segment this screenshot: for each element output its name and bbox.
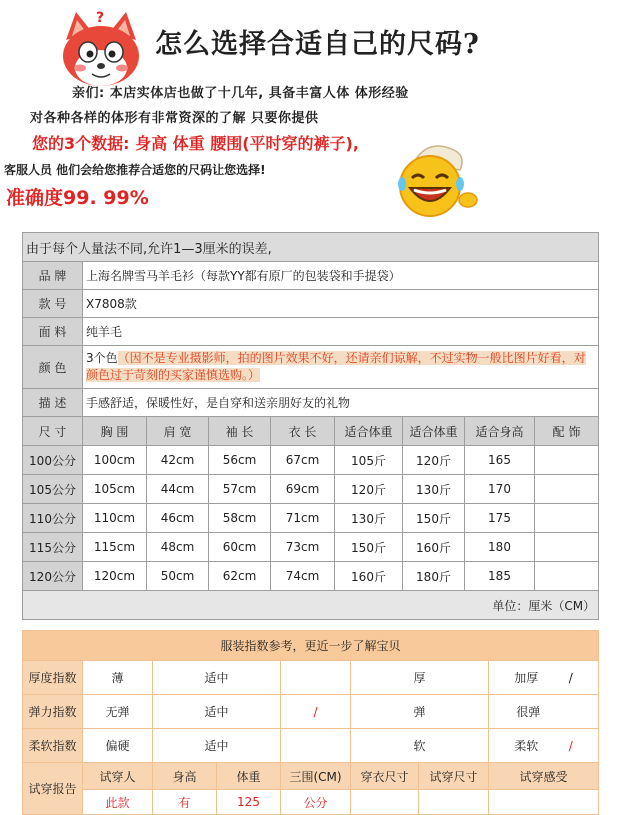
trial-value-row — [23, 790, 599, 815]
weight-min-cell: 150斤 — [335, 533, 403, 562]
trial-measurements-value: 公分 — [281, 790, 351, 815]
product-info-table — [22, 232, 599, 620]
thickness-label: 厚度指数 — [23, 661, 83, 695]
banner-line-provide: 对各种各样的体形有非常资深的了解 只要你提供 — [30, 111, 319, 126]
height-cell: 170 — [465, 475, 535, 504]
sleeve-cell: 62cm — [209, 562, 271, 591]
elasticity-medium-mark: / — [281, 695, 351, 729]
table-row — [23, 562, 599, 591]
header-height: 适合身高 — [465, 417, 535, 446]
model-value: X7808款 — [83, 290, 599, 318]
measurement-tolerance-note: 由于每个人量法不同,允许1—3厘米的误差, — [23, 233, 599, 262]
elasticity-elastic: 弹 — [351, 695, 489, 729]
elasticity-none: 无弹 — [83, 695, 153, 729]
weight-min-cell: 120斤 — [335, 475, 403, 504]
thickness-extra-thick-mark: / — [568, 671, 573, 685]
elasticity-very-label: 很弹 — [516, 705, 541, 719]
sleeve-cell: 57cm — [209, 475, 271, 504]
chest-cell: 120cm — [83, 562, 147, 591]
trial-trial-size-value — [419, 790, 489, 815]
thickness-thick: 厚 — [351, 661, 489, 695]
table-row — [23, 661, 599, 695]
fabric-label: 面 料 — [23, 318, 83, 346]
brand-value: 上海名牌雪马羊毛衫（每款YY都有原厂的包装袋和手提袋） — [83, 262, 599, 290]
length-cell: 71cm — [271, 504, 335, 533]
chest-cell: 100cm — [83, 446, 147, 475]
trial-weight-value: 125 — [217, 790, 281, 815]
table-row — [23, 533, 599, 562]
size-cell: 110公分 — [23, 504, 83, 533]
weight-max-cell: 160斤 — [403, 533, 465, 562]
weight-min-cell: 130斤 — [335, 504, 403, 533]
color-label: 颜 色 — [23, 346, 83, 389]
chest-cell: 115cm — [83, 533, 147, 562]
size-cell: 105公分 — [23, 475, 83, 504]
softness-soft: 软 — [351, 729, 489, 763]
length-cell: 69cm — [271, 475, 335, 504]
color-disclaimer: （因不是专业摄影师，拍的图片效果不好，还请亲们谅解，不过实物一般比图片好看，对颜色过于苛刻的买家谨慎选购。） — [86, 351, 586, 382]
trial-header-feeling: 试穿感受 — [489, 763, 599, 790]
shoulder-cell: 42cm — [147, 446, 209, 475]
softness-very — [489, 729, 599, 763]
fit-table-title: 服装指数参考，更近一步了解宝贝 — [23, 631, 599, 661]
elasticity-medium: 适中 — [153, 695, 281, 729]
height-cell: 175 — [465, 504, 535, 533]
color-count: 3个色 — [86, 351, 118, 365]
thickness-thin: 薄 — [83, 661, 153, 695]
table-row — [23, 695, 599, 729]
weight-max-cell: 120斤 — [403, 446, 465, 475]
header-chest: 胸 围 — [83, 417, 147, 446]
weight-min-cell: 105斤 — [335, 446, 403, 475]
trial-report-label: 试穿报告 — [23, 763, 83, 815]
shoulder-cell: 46cm — [147, 504, 209, 533]
shoulder-cell: 48cm — [147, 533, 209, 562]
chest-cell: 110cm — [83, 504, 147, 533]
size-cell: 120公分 — [23, 562, 83, 591]
header-size: 尺 寸 — [23, 417, 83, 446]
fabric-value: 纯羊毛 — [83, 318, 599, 346]
banner-line-service: 客服人员 他们会给您推荐合适您的尺码让您选择! — [4, 163, 266, 177]
accessory-cell — [535, 475, 599, 504]
table-row — [23, 729, 599, 763]
trial-header-measurements: 三围(CM) — [281, 763, 351, 790]
weight-min-cell: 160斤 — [335, 562, 403, 591]
color-value — [83, 346, 599, 389]
fit-index-table — [22, 630, 599, 815]
banner-line-three-data: 您的3个数据: 身高 体重 腰围(平时穿的裤子), — [32, 134, 359, 153]
length-cell: 74cm — [271, 562, 335, 591]
trial-header-wear-size: 穿衣尺寸 — [351, 763, 419, 790]
brand-label: 品 牌 — [23, 262, 83, 290]
height-cell: 185 — [465, 562, 535, 591]
svg-text:?: ? — [96, 10, 105, 26]
weight-max-cell: 180斤 — [403, 562, 465, 591]
banner-line-experience: 亲们: 本店实体店也做了十几年, 具备丰富人体 体形经验 — [72, 86, 409, 101]
length-cell: 73cm — [271, 533, 335, 562]
length-cell: 67cm — [271, 446, 335, 475]
softness-very-mark: / — [568, 739, 573, 753]
accessory-cell — [535, 504, 599, 533]
trial-feeling-value — [489, 790, 599, 815]
header-sleeve: 袖 长 — [209, 417, 271, 446]
header-weight-min: 适合体重 — [335, 417, 403, 446]
header-length: 衣 长 — [271, 417, 335, 446]
height-cell: 165 — [465, 446, 535, 475]
header-shoulder: 肩 宽 — [147, 417, 209, 446]
trial-header-height: 身高 — [153, 763, 217, 790]
trial-header-weight: 体重 — [217, 763, 281, 790]
accessory-cell — [535, 562, 599, 591]
table-row — [23, 504, 599, 533]
softness-medium: 适中 — [153, 729, 281, 763]
description-label: 描 述 — [23, 389, 83, 417]
sleeve-cell: 56cm — [209, 446, 271, 475]
trial-header-person: 试穿人 — [83, 763, 153, 790]
chest-cell: 105cm — [83, 475, 147, 504]
size-cell: 115公分 — [23, 533, 83, 562]
weight-max-cell: 150斤 — [403, 504, 465, 533]
laughing-smiley-icon — [384, 140, 480, 220]
sleeve-cell: 58cm — [209, 504, 271, 533]
thickness-extra-thick — [489, 661, 599, 695]
table-row — [23, 475, 599, 504]
table-row — [23, 446, 599, 475]
cartoon-fox-icon — [58, 10, 144, 90]
model-label: 款 号 — [23, 290, 83, 318]
shoulder-cell: 50cm — [147, 562, 209, 591]
softness-very-label: 柔软 — [514, 739, 539, 753]
trial-person-value: 此款 — [83, 790, 153, 815]
softness-medium-mark — [281, 729, 351, 763]
trial-header-row — [23, 763, 599, 790]
trial-header-trial-size: 试穿尺寸 — [419, 763, 489, 790]
height-cell: 180 — [465, 533, 535, 562]
size-table-header — [23, 417, 599, 446]
accessory-cell — [535, 533, 599, 562]
accessory-cell — [535, 446, 599, 475]
softness-hard: 偏硬 — [83, 729, 153, 763]
trial-wear-size-value — [351, 790, 419, 815]
shoulder-cell: 44cm — [147, 475, 209, 504]
header-accessory: 配 饰 — [535, 417, 599, 446]
sleeve-cell: 60cm — [209, 533, 271, 562]
banner-line-accuracy: 准确度99. 99% — [6, 187, 149, 209]
size-cell: 100公分 — [23, 446, 83, 475]
unit-note: 单位：厘米（CM） — [23, 591, 599, 620]
elasticity-label: 弹力指数 — [23, 695, 83, 729]
softness-label: 柔软指数 — [23, 729, 83, 763]
trial-height-value: 有 — [153, 790, 217, 815]
size-guide-banner — [0, 0, 620, 228]
header-weight-max: 适合体重 — [403, 417, 465, 446]
thickness-extra-thick-label: 加厚 — [514, 671, 539, 685]
weight-max-cell: 130斤 — [403, 475, 465, 504]
thickness-medium: 适中 — [153, 661, 281, 695]
elasticity-very — [489, 695, 599, 729]
thickness-medium-mark — [281, 661, 351, 695]
banner-title: 怎么选择合适自己的尺码? — [155, 29, 480, 60]
description-value: 手感舒适，保暖性好，是自穿和送亲朋好友的礼物 — [83, 389, 599, 417]
